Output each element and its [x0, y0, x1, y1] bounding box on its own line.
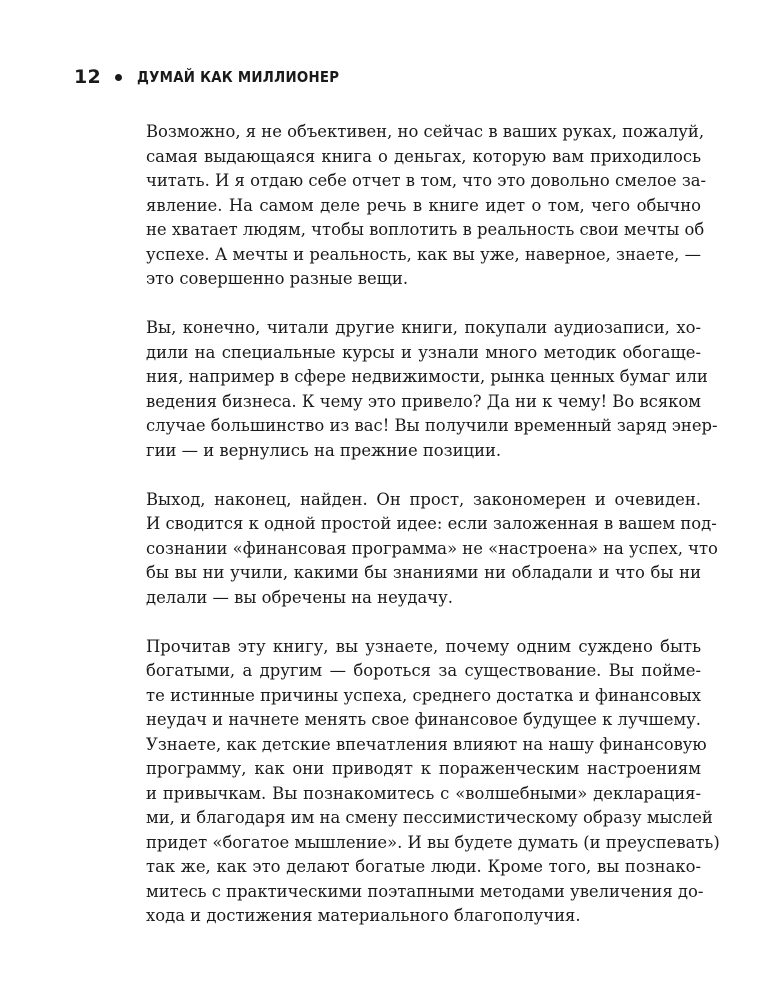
text-line: Вы, конечно, читали другие книги, покупали аудиозаписи, хо-: [146, 318, 701, 337]
text-line: и привычкам. Вы познакомитесь с «волшебными» декларация-: [146, 783, 701, 803]
text-line: успехе. А мечты и реальность, как вы уже, наверное, знаете, —: [146, 244, 701, 264]
text-line: те истинные причины успеха, среднего достатка и финансовых: [146, 685, 701, 705]
page-number: 12: [74, 66, 102, 88]
text-line: гии — и вернулись на прежние позиции.: [146, 440, 502, 460]
text-line: читать. И я отдаю себе отчет в том, что это довольно смелое за-: [146, 171, 707, 190]
text-line: Узнаете, как детские впечатления влияют на нашу финансовую: [146, 734, 707, 754]
paragraph: [146, 316, 718, 463]
text-line: И сводится к одной простой идее: если заложенная в вашем под-: [146, 514, 717, 533]
text-line: это совершенно разные вещи.: [146, 269, 409, 288]
paragraph: [146, 635, 720, 929]
text-line: самая выдающаяся книга о деньгах, которую вам приходилось: [146, 146, 701, 166]
paragraph: [146, 120, 707, 292]
text-line: Возможно, я не объективен, но сейчас в ваших руках, пожалуй,: [146, 122, 705, 141]
text-line: дили на специальные курсы и узнали много методик обогаще-: [146, 342, 701, 362]
book-title: ДУМАЙ КАК МИЛЛИОНЕР: [137, 68, 340, 86]
text-line: случае большинство из вас! Вы получили временный заряд энер-: [146, 416, 718, 435]
text-line: явление. На самом деле речь в книге идет о том, чего обычно: [146, 195, 701, 215]
text-line: не хватает людям, чтобы воплотить в реальность свои мечты об: [146, 220, 705, 239]
text-line: ми, и благодаря им на смену пессимистическому образу мыслей: [146, 808, 713, 827]
text-line: так же, как это делают богатые люди. Кроме того, вы познако-: [146, 857, 701, 876]
running-header: [74, 64, 372, 90]
text-line: программу, как они приводят к пораженческим настроениям: [146, 759, 701, 778]
paragraph: [146, 488, 718, 611]
text-line: богатыми, а другим — бороться за существование. Вы пойме-: [146, 661, 701, 680]
text-line: сознании «финансовая программа» не «настроена» на успех, что: [146, 538, 718, 558]
text-line: митесь с практическими поэтапными методами увеличения до-: [146, 881, 704, 901]
text-line: ния, например в сфере недвижимости, рынка ценных бумаг или: [146, 367, 708, 386]
text-line: делали — вы обречены на неудачу.: [146, 587, 453, 607]
text-line: Выход, наконец, найден. Он прост, закономерен и очевиден.: [146, 489, 701, 509]
text-line: неудач и начнете менять свое финансовое будущее к лучшему.: [146, 710, 701, 729]
bullet-dot-icon: [115, 74, 122, 81]
text-line: бы вы ни учили, какими бы знаниями ни обладали и что бы ни: [146, 563, 701, 582]
text-line: хода и достижения материального благополучия.: [146, 906, 581, 925]
text-line: Прочитав эту книгу, вы узнаете, почему одним суждено быть: [146, 636, 701, 656]
text-line: придет «богатое мышление». И вы будете думать (и преуспевать): [146, 832, 720, 852]
text-line: ведения бизнеса. К чему это привело? Да ни к чему! Во всяком: [146, 391, 702, 411]
body-text: [146, 120, 720, 953]
